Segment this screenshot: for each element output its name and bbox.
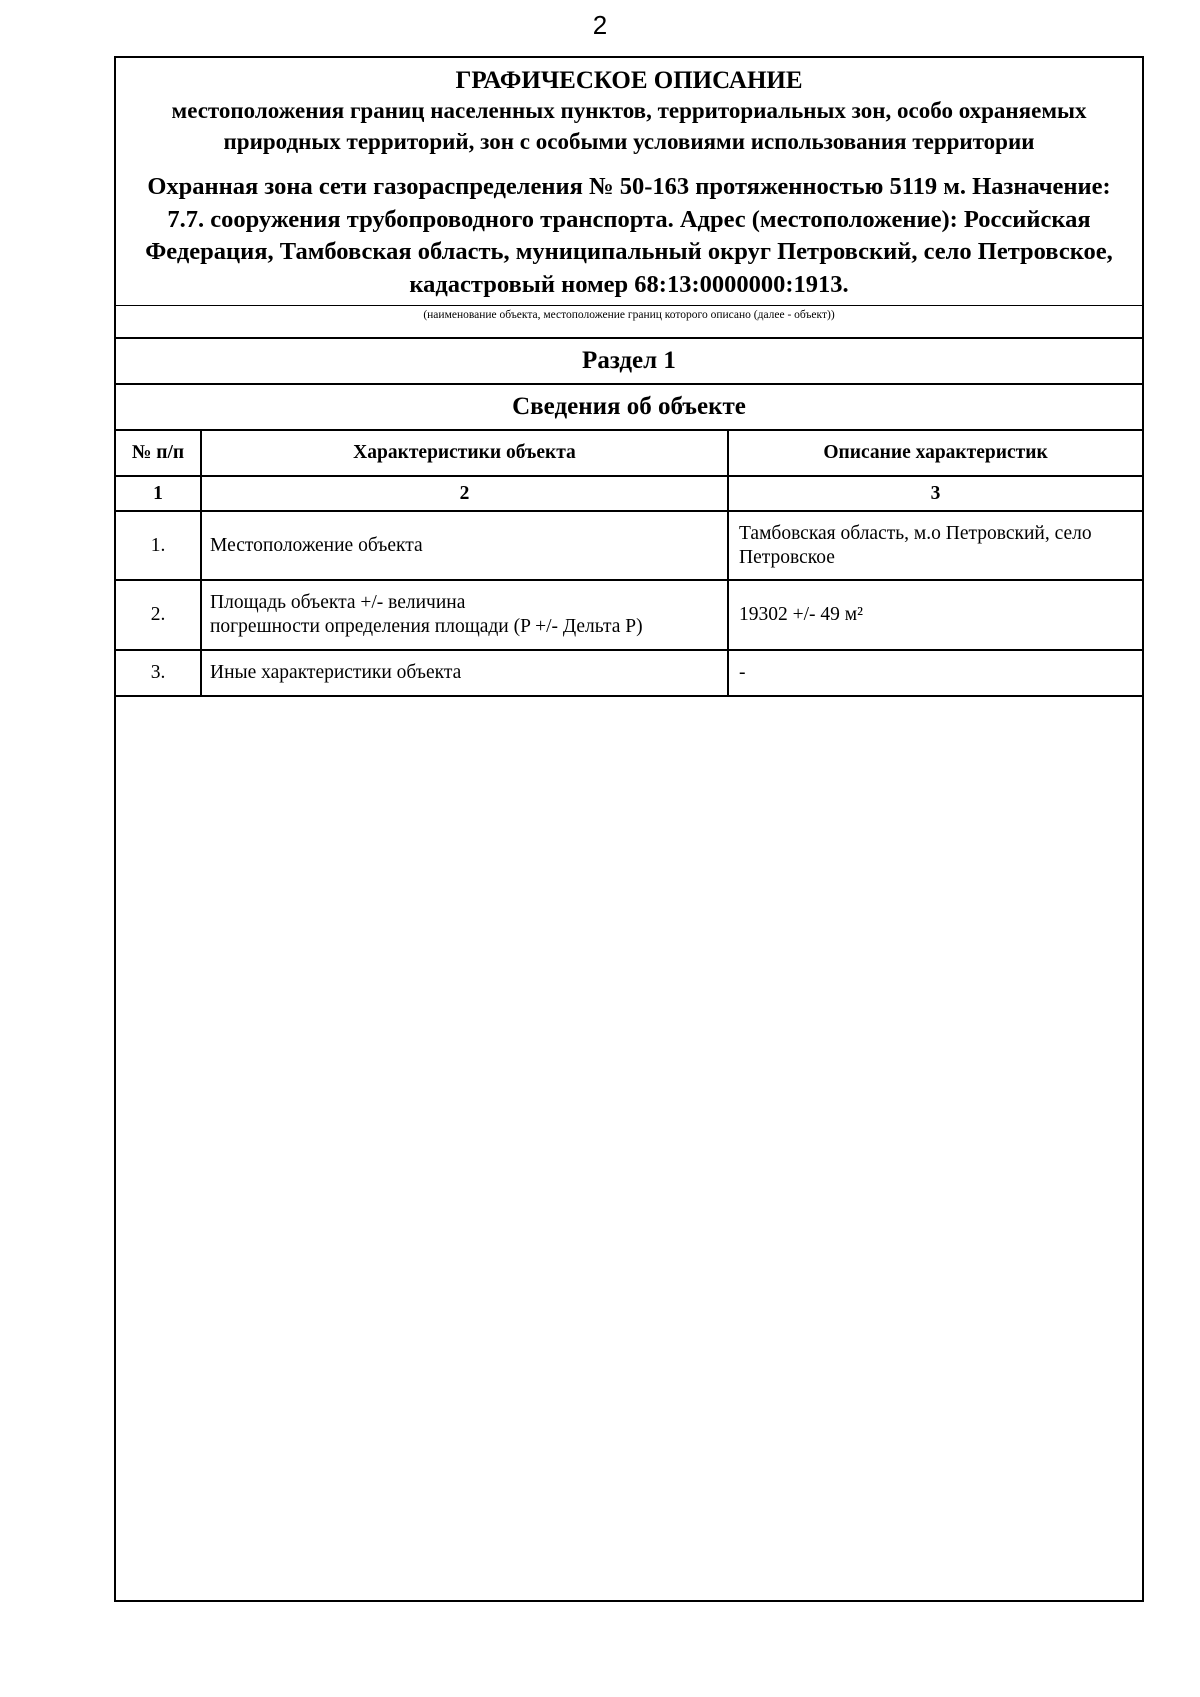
row-label: Местоположение объекта — [201, 511, 728, 580]
row-label — [201, 580, 728, 650]
section-subtitle: Сведения об объекте — [116, 385, 1142, 431]
row-label-line: погрешности определения площади (P +/- Дельта P) — [210, 616, 643, 637]
object-info-table — [116, 431, 1142, 697]
column-number: 3 — [728, 476, 1142, 511]
row-value: 19302 +/- 49 м² — [728, 580, 1142, 650]
column-number-row — [116, 476, 1142, 511]
document-title: ГРАФИЧЕСКОЕ ОПИСАНИЕ — [455, 67, 803, 94]
object-name: Охранная зона сети газораспределения № 50-163 протяженностью 5119 м. Назначение: 7.7. сооружения трубопроводного транспорта. Адрес (местоположение): Российская Федерация, Тамбовская область, муниципальный округ Петровский, село Петровское, кадастровый номер 68:13:0000000:1913. — [145, 173, 1113, 298]
row-label-line: Площадь объекта +/- величина — [210, 592, 466, 613]
row-value: Тамбовская область, м.о Петровский, село Петровское — [728, 511, 1142, 580]
row-label: Иные характеристики объекта — [201, 650, 728, 696]
page-number: 2 — [592, 10, 608, 40]
document-header — [116, 58, 1142, 306]
section-title: Раздел 1 — [116, 339, 1142, 385]
document-subtitle: местоположения границ населенных пунктов, территориальных зон, особо охраняемых природных территорий, зон с особыми условиями использования территории — [171, 98, 1087, 154]
column-number: 2 — [201, 476, 728, 511]
column-header: № п/п — [116, 431, 201, 476]
column-number: 1 — [116, 476, 201, 511]
row-number: 1. — [116, 511, 201, 580]
row-number: 3. — [116, 650, 201, 696]
table-row — [116, 650, 1142, 696]
column-header: Характеристики объекта — [201, 431, 728, 476]
row-number: 2. — [116, 580, 201, 650]
column-header: Описание характеристик — [728, 431, 1142, 476]
object-name-caption: (наименование объекта, местоположение границ которого описано (далее - объект)) — [116, 306, 1142, 339]
row-value: - — [728, 650, 1142, 696]
document-frame — [114, 56, 1144, 1602]
table-row — [116, 580, 1142, 650]
table-header-row — [116, 431, 1142, 476]
table-row — [116, 511, 1142, 580]
